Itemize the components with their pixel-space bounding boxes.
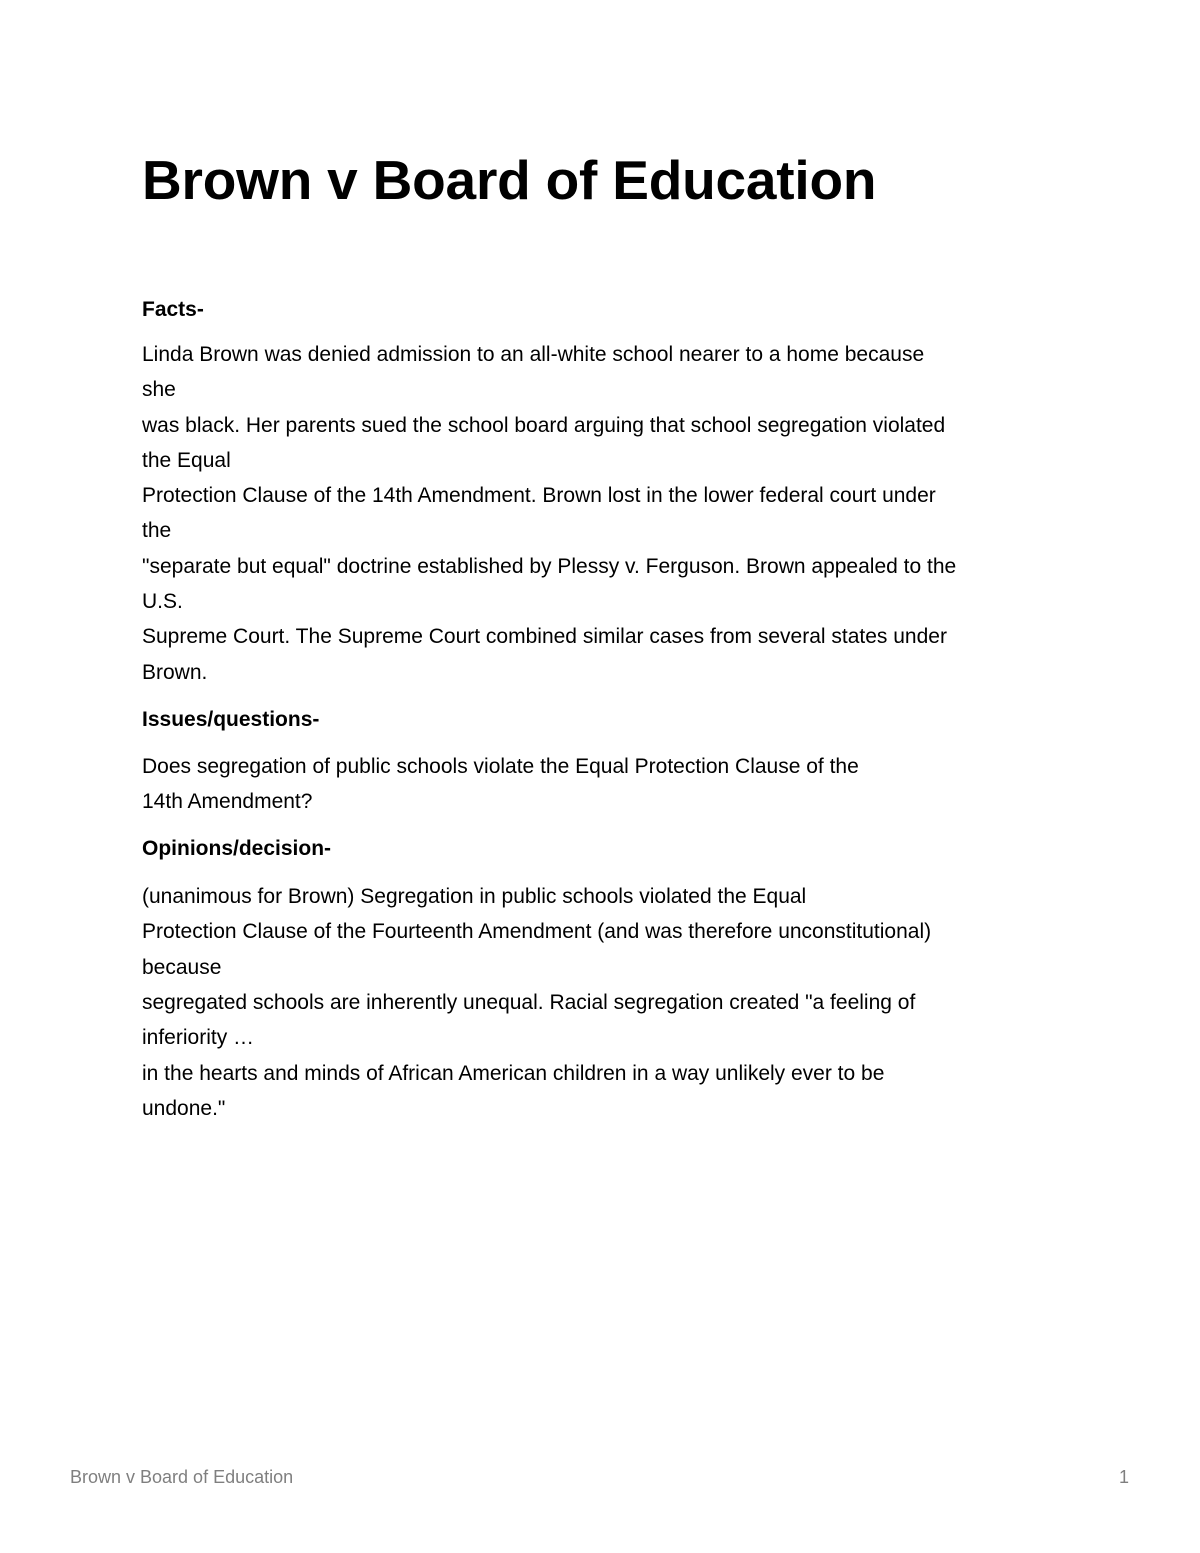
facts-heading: Facts- <box>142 298 204 321</box>
facts-line: the Equal <box>142 449 231 472</box>
facts-line: the <box>142 519 172 542</box>
opinions-heading: Opinions/decision- <box>142 837 332 860</box>
opinions-line: inferiority … <box>142 1026 255 1049</box>
footer-document-title: Brown v Board of Education <box>70 1467 294 1487</box>
issues-heading: Issues/questions- <box>142 708 320 731</box>
facts-line: she <box>142 378 176 401</box>
opinions-line: in the hearts and minds of African American children in a way unlikely ever to be <box>142 1062 885 1085</box>
issues-line: Does segregation of public schools violate the Equal Protection Clause of the <box>142 755 859 778</box>
opinions-line: undone." <box>142 1097 226 1120</box>
facts-line: was black. Her parents sued the school board arguing that school segregation violated <box>142 414 946 437</box>
opinions-line: Protection Clause of the Fourteenth Amendment (and was therefore unconstitutional) <box>142 920 932 943</box>
facts-line: Linda Brown was denied admission to an all-white school nearer to a home because <box>142 343 925 366</box>
opinions-line: segregated schools are inherently unequal. Racial segregation created "a feeling of <box>142 991 916 1014</box>
footer-page-number: 1 <box>1118 1467 1129 1487</box>
issues-line: 14th Amendment? <box>142 790 313 813</box>
facts-line: Brown. <box>142 661 208 684</box>
facts-line: Protection Clause of the 14th Amendment. Brown lost in the lower federal court under <box>142 484 936 507</box>
opinions-line: (unanimous for Brown) Segregation in public schools violated the Equal <box>142 885 807 908</box>
document-title: Brown v Board of Education <box>142 149 877 211</box>
facts-line: "separate but equal" doctrine established by Plessy v. Ferguson. Brown appealed to the <box>142 555 957 578</box>
opinions-line: because <box>142 956 222 979</box>
facts-line: U.S. <box>142 590 183 613</box>
facts-line: Supreme Court. The Supreme Court combined similar cases from several states under <box>142 625 947 648</box>
